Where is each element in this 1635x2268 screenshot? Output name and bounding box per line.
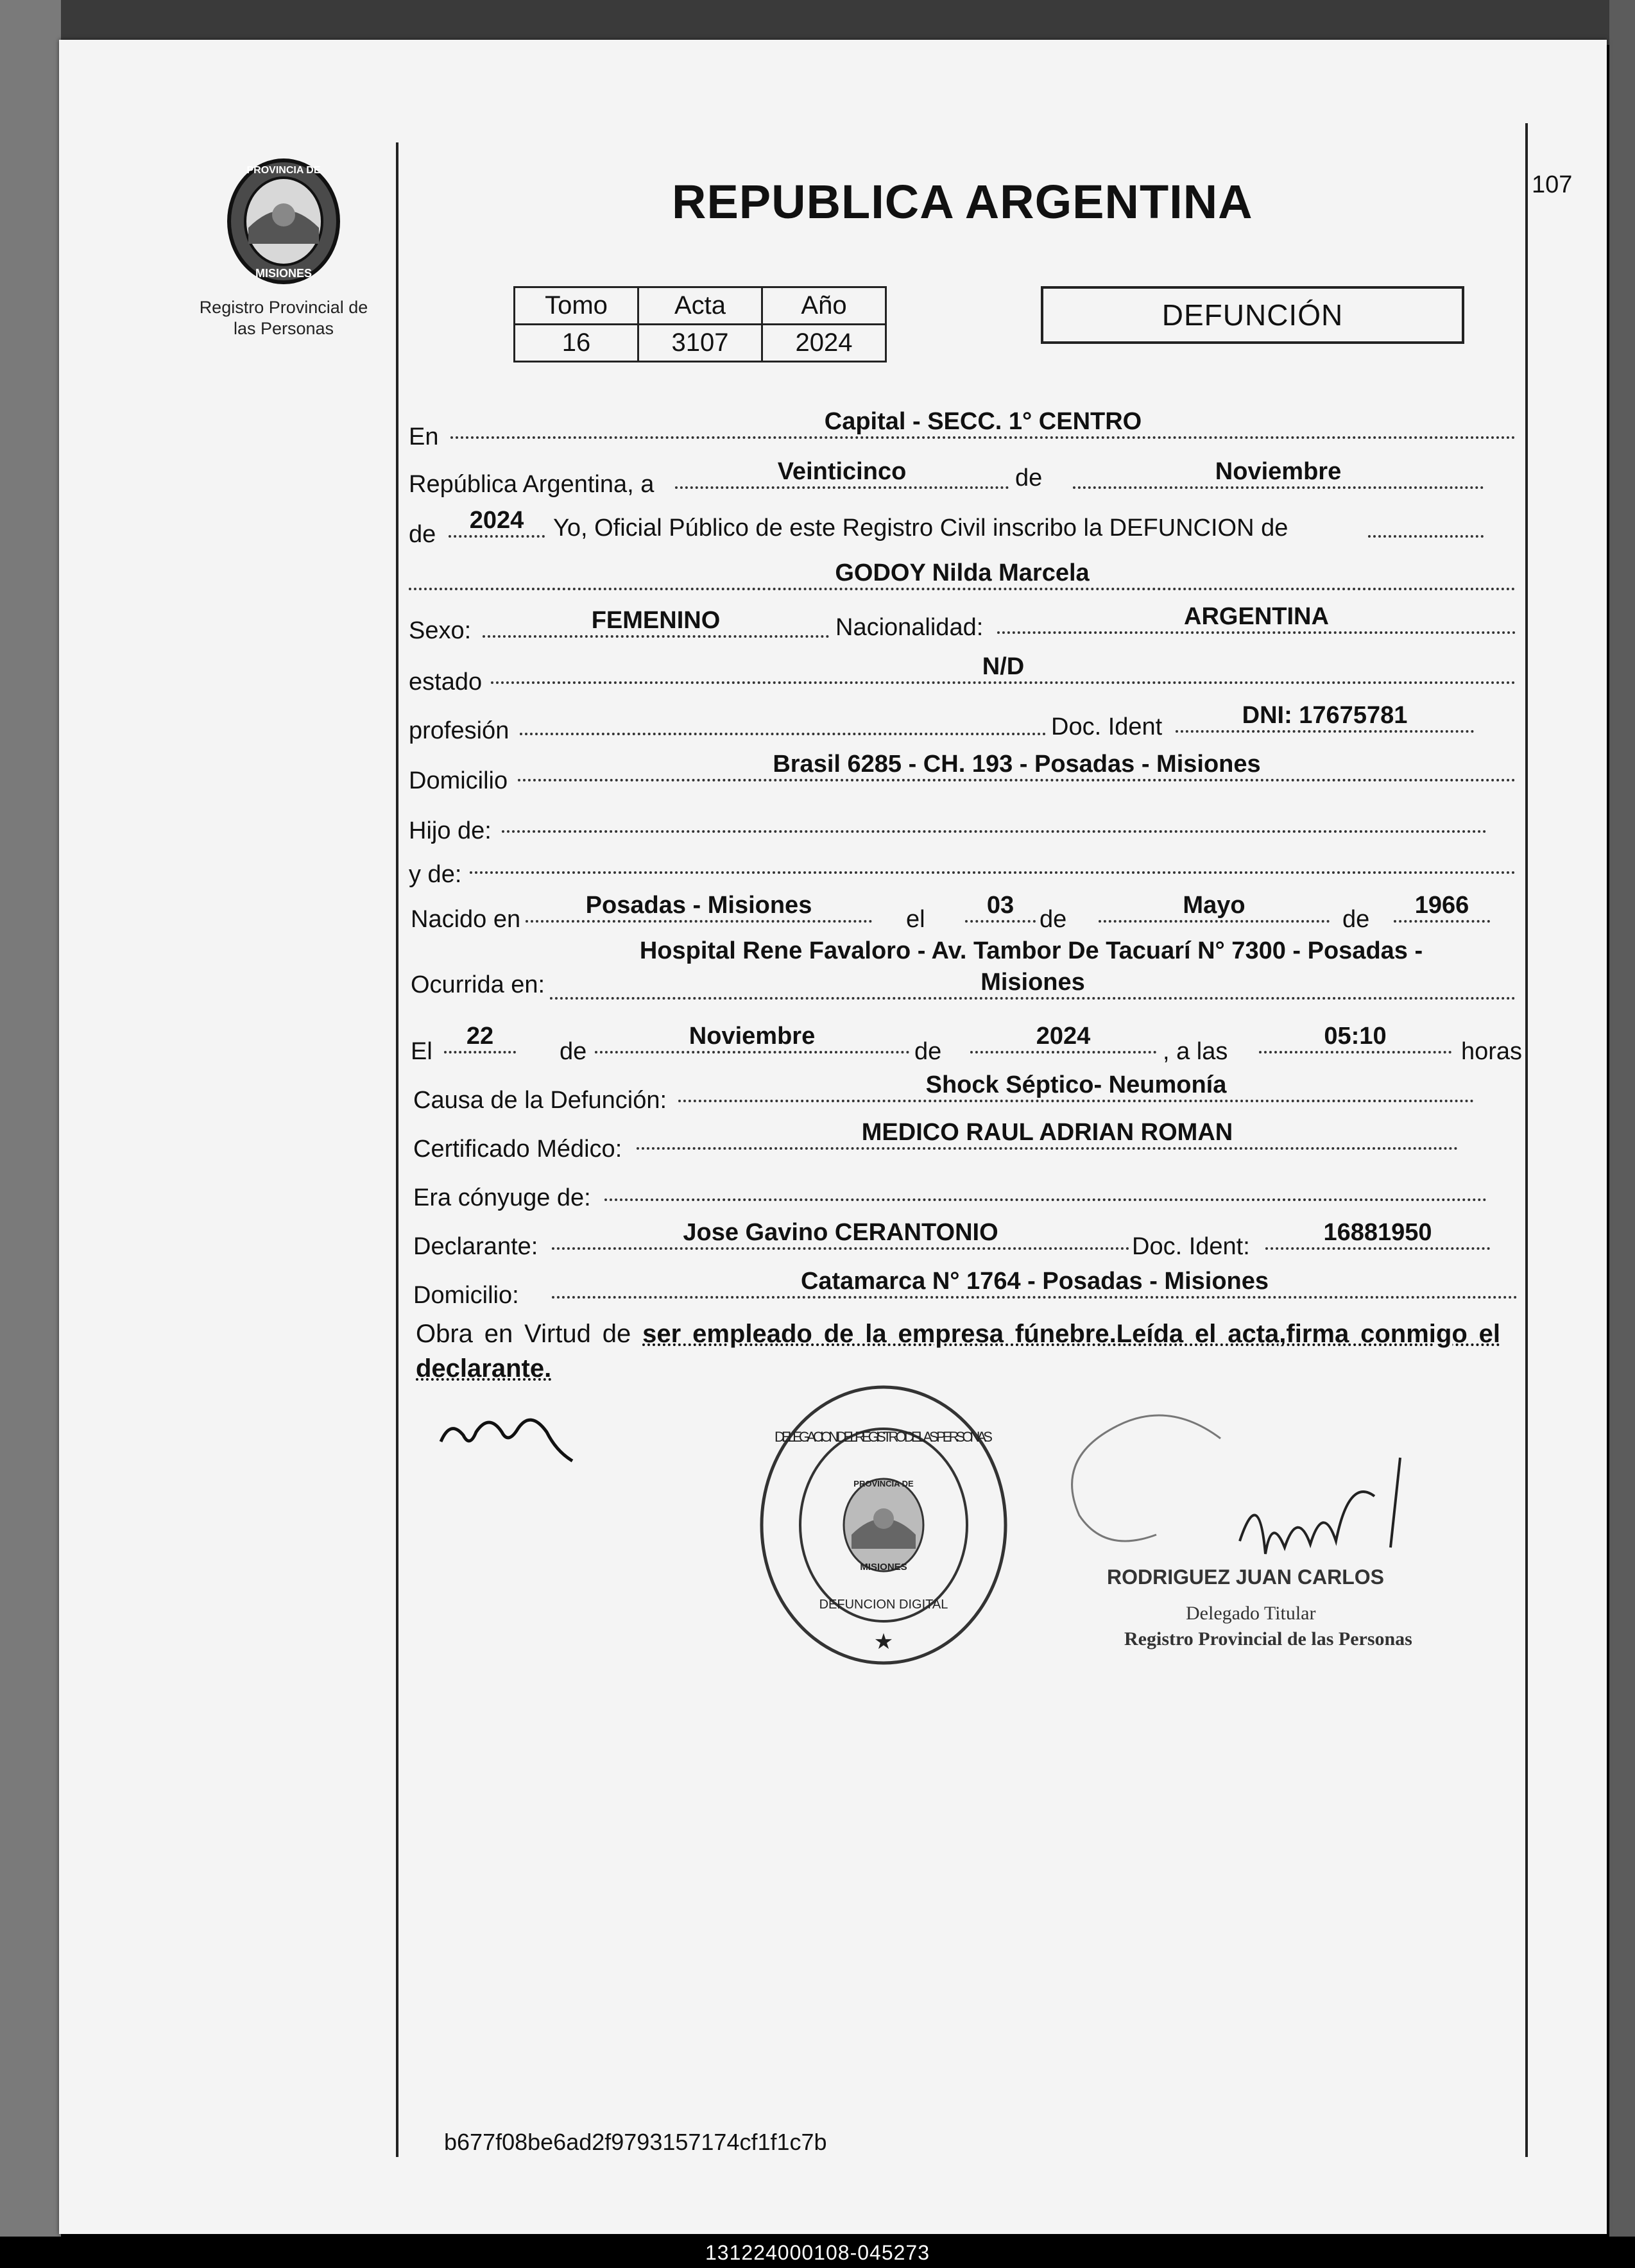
field-estado: N/D bbox=[491, 652, 1516, 684]
label-nacionalidad: Nacionalidad: bbox=[835, 614, 984, 641]
seal-text-top: PROVINCIA DE bbox=[246, 165, 321, 176]
signatory-office: Registro Provincial de las Personas bbox=[1124, 1628, 1412, 1650]
scan-background-right bbox=[1609, 0, 1635, 2252]
label-de-6: de bbox=[914, 1038, 942, 1065]
field-domicilio: Brasil 6285 - CH. 193 - Posadas - Misiones bbox=[518, 749, 1516, 781]
record-table bbox=[513, 286, 887, 362]
label-en: En bbox=[409, 423, 439, 450]
label-domicilio-2: Domicilio: bbox=[413, 1282, 519, 1309]
label-sexo: Sexo: bbox=[409, 617, 472, 644]
label-certificado: Certificado Médico: bbox=[413, 1136, 622, 1163]
official-stamp bbox=[755, 1381, 1012, 1669]
field-defuncion-dia: 22 bbox=[444, 1021, 516, 1053]
signatory-name: RODRIGUEZ JUAN CARLOS bbox=[1107, 1565, 1385, 1589]
stamp-center-top: PROVINCIA DE bbox=[853, 1479, 914, 1488]
stamp-center-bottom: MISIONES bbox=[860, 1562, 907, 1573]
record-type-box: DEFUNCIÓN bbox=[1041, 286, 1464, 344]
tomo-header: Tomo bbox=[515, 287, 638, 325]
label-estado: estado bbox=[409, 669, 483, 695]
label-hijo-de: Hijo de: bbox=[409, 817, 492, 844]
field-mes-registro: Noviembre bbox=[1073, 457, 1484, 489]
registry-name-line2: las Personas bbox=[233, 319, 334, 338]
stamp-ring-text: DELEGACION DEL REGISTRO DE LAS PERSONAS bbox=[775, 1429, 993, 1445]
field-nacido-dia: 03 bbox=[965, 891, 1036, 923]
acta-header: Acta bbox=[638, 287, 762, 325]
field-defuncion-hora: 05:10 bbox=[1259, 1021, 1451, 1053]
field-certificado: MEDICO RAUL ADRIAN ROMAN bbox=[637, 1118, 1458, 1150]
label-conyuge: Era cónyuge de: bbox=[413, 1184, 591, 1211]
footer-code: 131224000108-045273 bbox=[705, 2241, 930, 2264]
label-obra: Obra en Virtud de bbox=[416, 1320, 631, 1348]
label-profesion: profesión bbox=[409, 717, 509, 744]
label-declarante: Declarante: bbox=[413, 1233, 538, 1260]
field-declarante: Jose Gavino CERANTONIO bbox=[552, 1218, 1129, 1250]
label-y-de: y de: bbox=[409, 861, 462, 888]
field-defuncion-anio: 2024 bbox=[970, 1021, 1156, 1053]
label-doc-ident-2: Doc. Ident: bbox=[1132, 1233, 1250, 1260]
label-de-1: de bbox=[1015, 465, 1043, 491]
label-republica: República Argentina, a bbox=[409, 471, 655, 498]
scan-background-top bbox=[0, 0, 1635, 45]
label-nacido-en: Nacido en bbox=[411, 906, 521, 933]
label-a-las: , a las bbox=[1163, 1038, 1228, 1065]
field-profesion bbox=[520, 703, 1046, 735]
page-number: 107 bbox=[1532, 171, 1573, 198]
field-conyuge bbox=[604, 1169, 1487, 1201]
field-ocurrida-line1: Hospital Rene Favaloro - Av. Tambor De Tacuarí N° 7300 - Posadas - bbox=[639, 937, 1423, 964]
field-lugar: Capital - SECC. 1° CENTRO bbox=[450, 407, 1516, 439]
star-icon: ★ bbox=[873, 1630, 894, 1654]
label-el-cap: El bbox=[411, 1038, 432, 1065]
field-nacido-en: Posadas - Misiones bbox=[526, 891, 872, 923]
left-margin-line bbox=[396, 142, 398, 2157]
field-obra-virtud: ser empleado de la empresa fúnebre.Leída el acta,firma conmigo el declarante. bbox=[416, 1320, 1500, 1383]
seal-text-bottom: MISIONES bbox=[255, 267, 312, 280]
right-margin-line bbox=[1525, 123, 1528, 2157]
field-nacido-anio: 1966 bbox=[1394, 891, 1490, 923]
field-causa: Shock Séptico- Neumonía bbox=[678, 1070, 1474, 1102]
registry-name bbox=[184, 297, 383, 339]
label-yo-oficial: Yo, Oficial Público de este Registro Civil inscribo la DEFUNCION de bbox=[553, 515, 1288, 541]
acta-value: 3107 bbox=[638, 325, 762, 362]
label-domicilio: Domicilio bbox=[409, 767, 508, 794]
field-ocurrida-line2: Misiones bbox=[550, 968, 1516, 1000]
document-hash: b677f08be6ad2f9793157174cf1f1c7b bbox=[444, 2129, 827, 2155]
anio-header: Año bbox=[762, 287, 886, 325]
field-y-de bbox=[470, 842, 1516, 874]
registry-name-line1: Registro Provincial de bbox=[199, 298, 368, 317]
field-nacido-mes: Mayo bbox=[1099, 891, 1330, 923]
label-causa: Causa de la Defunción: bbox=[413, 1087, 667, 1114]
field-dia-registro: Veinticinco bbox=[675, 457, 1009, 489]
page-title: REPUBLICA ARGENTINA bbox=[672, 175, 1253, 228]
certificate-sheet bbox=[59, 40, 1607, 2234]
label-de-5: de bbox=[560, 1038, 587, 1065]
field-nacionalidad: ARGENTINA bbox=[997, 602, 1516, 634]
registry-seal-block bbox=[184, 154, 383, 339]
field-declarante-domicilio: Catamarca N° 1764 - Posadas - Misiones bbox=[552, 1266, 1518, 1299]
field-nombre: GODOY Nilda Marcela bbox=[409, 558, 1516, 590]
anio-value: 2024 bbox=[762, 325, 886, 362]
obra-en-virtud bbox=[416, 1317, 1500, 1386]
label-doc-ident: Doc. Ident bbox=[1051, 713, 1163, 740]
field-defuncion-mes: Noviembre bbox=[595, 1021, 909, 1053]
field-declarante-doc: 16881950 bbox=[1265, 1218, 1490, 1250]
label-ocurrida-en: Ocurrida en: bbox=[411, 971, 545, 998]
field-sexo: FEMENINO bbox=[483, 606, 829, 638]
field-dni: DNI: 17675781 bbox=[1176, 701, 1474, 733]
field-hijo-de bbox=[502, 801, 1487, 833]
declarant-signature bbox=[428, 1394, 595, 1471]
stamp-inner-text: DEFUNCION DIGITAL bbox=[819, 1598, 948, 1612]
field-anio-registro: 2024 bbox=[449, 506, 545, 538]
signatory-role: Delegado Titular bbox=[1186, 1603, 1316, 1624]
field-blank-1 bbox=[1368, 506, 1484, 538]
tomo-value: 16 bbox=[515, 325, 638, 362]
label-horas: horas bbox=[1461, 1038, 1523, 1065]
label-de-4: de bbox=[1342, 906, 1370, 933]
label-de-2: de bbox=[409, 521, 436, 548]
province-seal-icon bbox=[216, 154, 351, 289]
label-de-3: de bbox=[1040, 906, 1067, 933]
label-el: el bbox=[906, 906, 925, 933]
scan-background-left bbox=[0, 0, 61, 2252]
